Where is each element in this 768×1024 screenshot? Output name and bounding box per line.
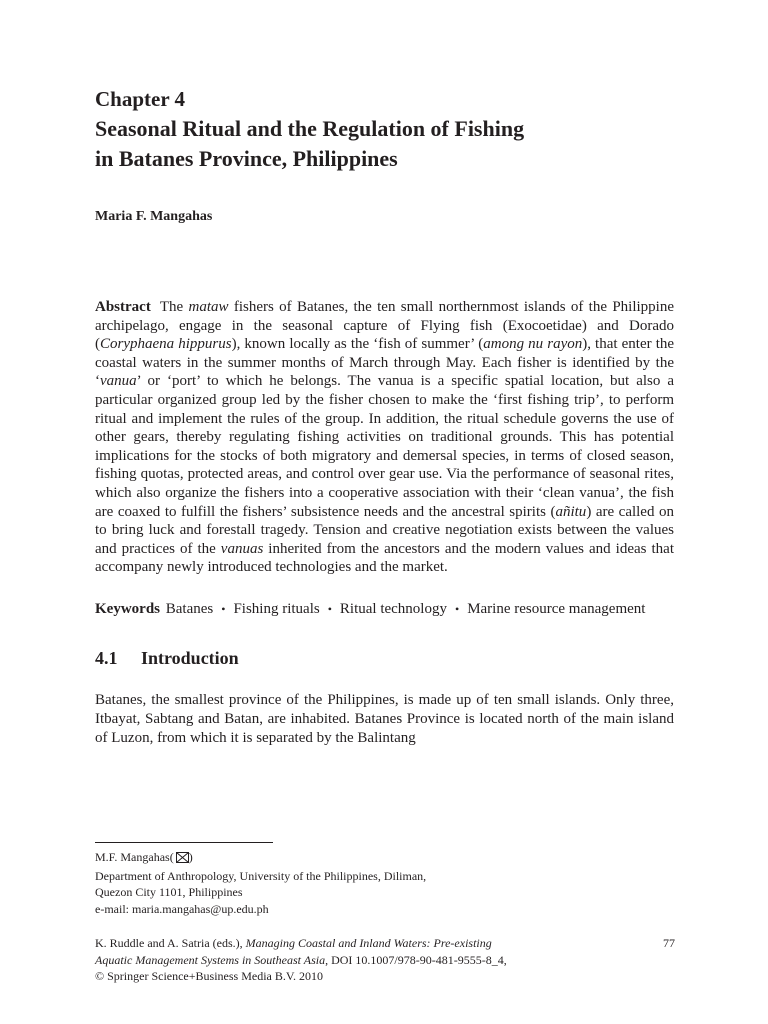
keywords: [95, 600, 674, 619]
chapter-label: Chapter 4: [95, 87, 186, 111]
citation-editors: K. Ruddle and A. Satria (eds.),: [95, 936, 246, 950]
footnote-email: e-mail: maria.mangahas@up.edu.ph: [95, 901, 269, 916]
footnote-address: Quezon City 1101, Philippines: [95, 885, 243, 899]
keyword-item: Fishing rituals: [233, 600, 320, 617]
section-title: Introduction: [141, 647, 239, 668]
keyword-item: Ritual technology: [339, 600, 447, 617]
citation-doi: , DOI 10.1007/978-90-481-9555-8_4,: [325, 952, 507, 967]
keyword-separator: •: [327, 601, 332, 616]
keyword-item: Marine resource management: [467, 600, 646, 617]
citation-copyright: © Springer Science+Business Media B.V. 2010: [95, 969, 323, 983]
author-footnote: M.F. Mangahas( ) Department of Anthropology, University of the Philippines, Diliman, Quezon City 1101, Philippines e-mail: maria.mangahas@up.edu.ph: [95, 850, 427, 916]
section-number: 4.1: [95, 647, 118, 668]
author-name: Maria F. Mangahas: [95, 209, 213, 224]
abstract-text: ) are called on to bring luck and forestall tragedy. Tension and creative negotiation exists between the values and practices of the: [95, 503, 674, 557]
envelope-icon: [176, 851, 189, 868]
abstract-text: ), that enter the coastal waters in the summer months of March through May. Each fisher is identified by the ‘: [95, 336, 675, 390]
keyword-separator: •: [221, 601, 226, 616]
citation-book-title: Managing Coastal and Inland Waters: Pre-existing: [245, 936, 492, 950]
abstract-italic: vanuas: [220, 540, 264, 557]
introduction-text: Batanes, the smallest province of the Philippines, is made up of ten small islands. Only three, Itbayat, Sabtang and Batan, are inhabited. Batanes Province is located north of the main island of Luzon, from which it is separated by the Balintang: [95, 691, 674, 746]
page-body: [95, 86, 674, 763]
chapter-title-line-2: in Batanes Province, Philippines: [95, 146, 398, 171]
abstract-text: The: [159, 299, 189, 315]
keyword-item: Batanes: [165, 600, 214, 617]
footnote-author: M.F. Mangahas: [95, 850, 170, 864]
keyword-separator: •: [454, 601, 460, 616]
abstract-italic: Coryphaena hippurus: [100, 336, 232, 353]
abstract-italic: añitu: [555, 503, 587, 520]
chapter-title: [95, 114, 674, 174]
abstract-italic: vanua: [100, 373, 137, 390]
abstract: [95, 298, 674, 577]
footnote-rule: [95, 842, 273, 843]
abstract-italic: among nu rayon: [483, 336, 583, 353]
citation-block: [95, 935, 675, 985]
chapter-title-line-1: Seasonal Ritual and the Regulation of Fishing: [95, 116, 525, 141]
keywords-label: Keywords: [95, 600, 160, 617]
page-number: 77: [663, 936, 675, 950]
section-heading: [95, 647, 674, 669]
citation-book-title: Aquatic Management Systems in Southeast Asia: [95, 952, 326, 967]
footnote-affiliation: Department of Anthropology, University of the Philippines, Diliman,: [95, 868, 427, 883]
abstract-text: fishers of Batanes, the ten small northernmost islands of the Philippine archipelago, engage in the seasonal capture of Flying fish (Exocoetidae) and Dorado (: [95, 299, 674, 353]
abstract-text: inherited from the ancestors and the modern values and ideas that accompany newly introduced technologies and the market.: [95, 540, 674, 576]
abstract-label: Abstract: [95, 299, 151, 315]
abstract-text: ), known locally as the ‘fish of summer’ (: [231, 336, 484, 353]
abstract-text: ’ or ‘port’ to which he belongs. The vanua is a specific spatial location, but also a particular organized group led by the fisher chosen to make the ‘first fishing trip’, to perform ritual and implement the rules of the group. In addition, the ritual schedule governs the use of other gears, thereby regulating fishing activities on traditional grounds. This has potential implications for the stocks of both migratory and demersal species, in terms of closed season, fishing quotas, protected areas, and control over gear use. Via the performance of seasonal rites, which also organize the fishers into a cooperative association with their ‘clean vanua’, the fish are coaxed to fulfill the fishers’ subsistence needs and the ancestral spirits (: [95, 373, 674, 520]
abstract-italic: mataw: [188, 299, 229, 315]
